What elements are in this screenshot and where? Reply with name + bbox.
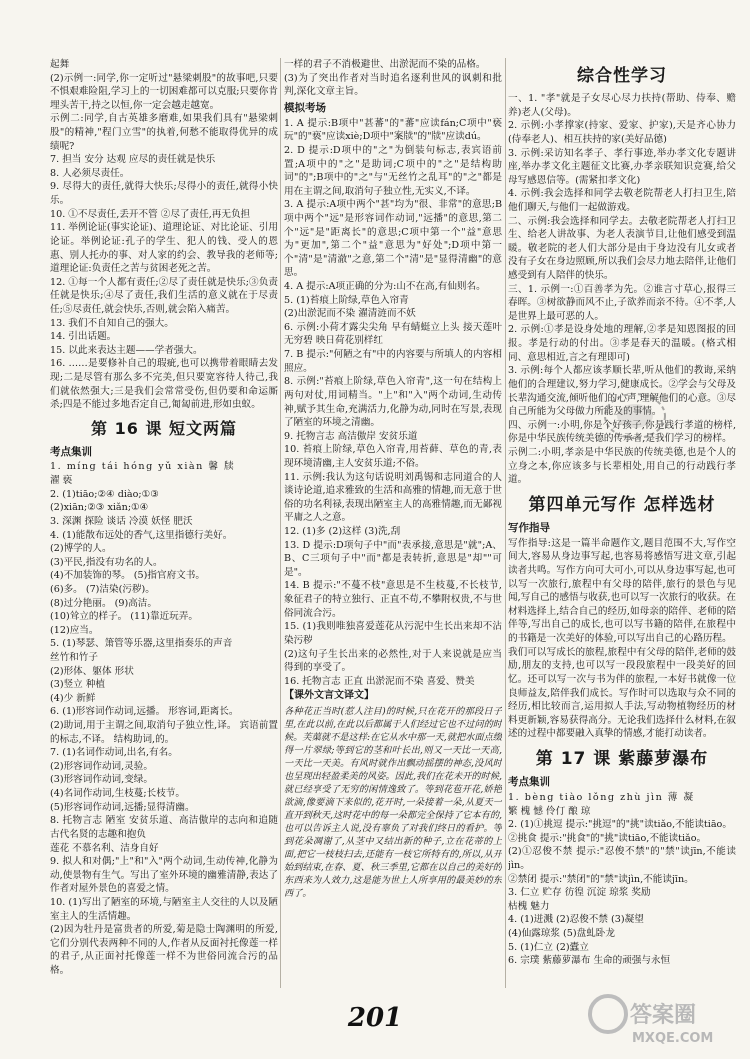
column-middle (284, 58, 502, 988)
answer-line: (2)助词,用于主谓之间,取消句子独立性,译。 宾语前置的标志,不译。 结构助词,的。 (50, 720, 278, 745)
subsection-heading: 考点集训 (508, 776, 550, 789)
answer-line: 丝竹和竹子 (50, 652, 98, 663)
answer-line: 9. 托物言志 高洁傲岸 安贫乐道 (284, 430, 418, 442)
answer-line: (10)耸立的样子。 (11)靠近玩弄。 (50, 611, 198, 623)
answer-line: (2)xiān;②③ xiǎn;①④ (50, 502, 149, 514)
section-heading: 第 16 课 短文两篇 (91, 418, 237, 438)
watermark-logo-icon (586, 990, 736, 1048)
subsection-heading: 模拟考场 (284, 101, 326, 114)
answer-line: (2)博学的人。 (50, 543, 112, 555)
answer-line: 起舞 (50, 59, 70, 70)
answer-line: 11. 示例:我认为这句话说明刘禹锡和志同道合的人谈诗论道,追求雅致的生活和高雅的情趣,而无意于世俗的功名利禄,表现出陋室主人的高雅情趣,而无鄙视平庸之人之意。 (284, 471, 502, 524)
page-number: 201 (347, 1003, 403, 1033)
answer-line: (3)为了突出作者对当时追名逐利世风的讽刺和批判,深化文章主旨。 (284, 72, 502, 98)
answer-line: (2)形容词作动词,灵验。 (50, 760, 153, 772)
subsection-heading: 写作指导 (508, 521, 550, 534)
answer-line: 12. (1)多 (2)这样 (3)洗,刮 (284, 526, 401, 538)
answer-line: 一样的君子不消极避世、出淤泥而不染的品格。 (284, 59, 486, 70)
column-left (50, 58, 278, 988)
answer-line: 3. 深渊 探险 谈话 冷漠 妖怪 肥沃 (50, 515, 193, 527)
answer-line: 13. D 提示:D项句子中"而"表承接,意思是"就";A、B、C三项句子中"而"都是表转折,意思是"却""可是"。 (284, 539, 502, 578)
answer-line: 一、1. "孝"就是子女尽心尽力扶持(帮助、侍奉、赡养)老人(父母)。 (508, 93, 736, 118)
answer-line: 7. B 提示:"何陋之有"中的内容要与所填人的内容相照应。 (284, 349, 502, 374)
answer-line: 3. 仁立 贮存 彷徨 沉淀 琼浆 奖励 (508, 887, 651, 899)
section-heading: 第四单元写作 怎样选材 (528, 494, 716, 515)
answer-line: (2)因为牡丹是富贵者的所爱,菊是隐士陶渊明的所爱,它们分别代表两种不同的人,作者从反面衬托像莲一样的君子,从正面衬托像莲一样不为世俗同流合污的品格。 (50, 924, 278, 977)
answer-line: 8. 人必须尽责任。 (50, 167, 130, 179)
answer-line: 4. (1)能散布远处的香气,这里指德行美好。 (50, 529, 233, 541)
answer-line: 3. 示例:采访知名孝子、孝行事迹,举办孝文化专题讲座,举办孝文化主题征文比赛,办孝亲联知识竞赛,给父母写感恩信等。(需紧扣孝文化) (508, 147, 736, 186)
answer-line: (2)出淤泥而不染 濯清涟而不妖 (284, 308, 416, 320)
answer-line: 濯 亵 (50, 475, 73, 487)
answer-line: ②挑食 提示:"挑食"的"挑"读tiāo,不能读tiǎo。 (508, 832, 707, 844)
answer-line: 繁 槐 憾 伶仃 酿 琼 (508, 805, 591, 817)
answer-line: 9. 尽得大的责任,就得大快乐;尽得小的责任,就得小快乐。 (50, 181, 278, 207)
answer-line: 11. 举例论证(事实论证)、道理论证、对比论证、引用论证。举例论证:孔子的学生、犯人的钱、受人的恩惠、别人托办的事、对人家的约会、教导我的老师等;道理论证:负责任之苦与贫困老死之苦。 (50, 222, 278, 275)
answer-line: 示例二:同学,自古英雄多磨难,如果我们具有"悬梁刺股"的精神,"程门立雪"的执着,何愁不能取得优异的成绩呢? (50, 113, 278, 152)
answer-line: (2)示例一:同学,你一定听过"悬梁刺股"的故事吧,只要不惧艰难险阻,学习上的一切困难都可以克服;只要你肯埋头苦干,持之以恒,你一定会越走越宽。 (50, 72, 278, 111)
answer-line: 10. (1)写出了陋室的环境,与陋室主人交往的人以及陋室主人的生活情趣。 (50, 896, 278, 922)
answer-line: 16. ……是要修补自己的瑕疵,也可以携带着眼睛去发现;二是尽管有那么多不完美,但只要宽容待人待己,我们就依然强大;三是我们会常常受伤,但仍要和命运厮杀;四是不能过多地否定自己,匍匐前进,形如虫蚁。 (50, 358, 278, 411)
answer-line: 9. 拟人和对偶;"上"和"入"两个动词,生动传神,化静为动,使景物有生气。写出了室外环境的幽雅清静,表达了作者对屋外景色的喜爱之情。 (50, 856, 278, 895)
answer-line: (2)形体、躯体 形状 (50, 665, 134, 677)
answer-line: (2)这句子生长出来的必然性,对于人来说就是应当得到的享受了。 (284, 648, 502, 674)
answer-line: 4. (1)迸溅 (2)忍俊不禁 (3)凝望 (508, 914, 644, 926)
answer-line: 7. (1)名词作动词,出名,有名。 (50, 747, 178, 759)
answer-line: (5)形容词作动词,远播;显得清幽。 (50, 801, 195, 813)
answer-line: 枯槐 魅力 (508, 900, 550, 912)
answer-line: 5. (1)仁立 (2)蠹立 (508, 941, 589, 953)
answer-line: 2. (1)tiāo;②④ diào;①③ (50, 488, 159, 500)
answer-line: 1. A 提示:B项中"甚蕃"的"蕃"应读fán;C项中"亵玩"的"亵"应读xiè;D项中"案牍"的"牍"应读dú。 (284, 117, 502, 143)
answer-line: 四、示例一:小明,你是个好孩子,你是践行孝道的榜样,你是中华民族传统美德的传承者,是我们学习的榜样。 (508, 419, 736, 445)
answer-line: 12. ①每一个人都有责任;②尽了责任就是快乐;③负责任就是快乐;④尽了责任,我们生活的意义就在于尽责任;⑤尽责任,就会快乐,否则,就会陷入痛苦。 (50, 276, 278, 315)
answer-line: ②禁闭 提示:"禁闭"的"禁"读jìn,不能读jīn。 (508, 873, 694, 885)
column-right (508, 58, 736, 988)
answer-line: (4)仙露琼浆 (5)盘虬卧龙 (508, 928, 615, 940)
answer-line: 三、1. 示例一:①百善孝为先。②谁言寸草心,报得三春晖。③树欲静而风不止,子欲养而亲不待。④不孝,人是世界上最可恶的人。 (508, 283, 736, 322)
answer-line: (8)过分艳丽。 (9)高洁。 (50, 597, 157, 609)
answer-line: (3)竖立 种植 (50, 679, 106, 691)
answer-line: 7. 担当 安分 达观 应尽的责任就是快乐 (50, 154, 216, 166)
answer-line: 3. A 提示:A项中两个"甚"均为"很、非常"的意思;B项中两个"远"是形容词作动词,"远播"的意思,第二个"远"是"距离长"的意思;C项中第一个"益"意思为"更加",第二个"益"意思为"好处";D项中第一个"清"是"清澈"之意,第二个"清"是"显得清幽"的意思。 (284, 199, 502, 279)
answer-line: 6. 示例:小荷才露尖尖角 早有蜻蜓立上头 接天莲叶无穷碧 映日荷花别样红 (284, 321, 502, 347)
answer-line: 1. míng tái hóng yǔ xiàn 馨 牍 (50, 461, 236, 473)
answer-line: 2. D 提示:D项中的"之"为倒装句标志,表宾语前置;A项中的"之"是助词;C项中的"之"是结构助词"的";B项中的"之"与"无丝竹之乱耳"的"之"都是用在主谓之间,取消句子独立性,无实义,不译。 (284, 144, 502, 197)
answer-line: (6)多。 (7)洁染(污秽)。 (50, 583, 155, 595)
answer-line: 14. 引出话题。 (50, 331, 117, 343)
answer-line: (4)名词作动词,生枝蔓;长枝节。 (50, 788, 185, 800)
section-heading: 综合性学习 (577, 66, 667, 86)
answer-line: 3. 示例:每个人都应该孝顺长辈,听从他们的教诲,采纳他们的合理建议,努力学习,健康成长。②学会与父母及长辈沟通交流,倾听他们的心声,理解他们的心意。③尽自己所能为父母做力所能及的事情。 (508, 365, 736, 418)
answer-line: 14. B 提示:"不蔓不枝"意思是不生枝蔓,不长枝节,象征君子的特立独行、正直不苟,不攀附权贵,不与世俗同流合污。 (284, 580, 502, 619)
answer-line: 写作指导:这是一篇半命题作文,题目范围不大,写作空间大,容易从身边事写起,也容易将感悟写进文章,引起读者共鸣。写作方向可大可小,可以从身边事写起,也可以写一次旅行,旅程中有父母的陪伴,旅行的景色与见闻,写自己的感悟与收获,也可以写一次旅行的收获。在材料选择上,结合自己的经历,如母亲的陪伴、老师的陪伴等,写出自己的成长,也可以写书籍的陪伴,在旅程中的书籍是一次美好的体验,可以写出自己的心路历程。 (508, 537, 736, 645)
answer-line: (3)平民,指没有功名的人。 (50, 556, 163, 568)
answer-line: 莲花 不慕名利、洁身自好 (50, 842, 159, 854)
svg-text:MXQE.COM: MXQE.COM (632, 1031, 714, 1046)
answer-line: 2. 示例:小孝撑家(持家、爱家、护家),天是齐心协力(侍奉老人)、相互扶持的家(美好品德) (508, 120, 736, 145)
answer-line: (4)少 新鲜 (50, 692, 96, 704)
answer-line: (4)不加装饰的琴。 (5)指官府文书。 (50, 570, 205, 582)
answer-line: 8. 托物言志 陋室 安贫乐道、高洁傲岸的志向和追随古代名贤的志趣和抱负 (50, 815, 278, 840)
answer-line: 4. A 提示:A项正确的分为:山不在高,有仙则名。 (284, 281, 486, 293)
answer-line: (2)①忍俊不禁 提示:"忍俊不禁"的"禁"读jīn,不能读jìn。 (508, 846, 736, 872)
answer-line: 2. (1)①挑逗 提示:"挑逗"的"挑"读tiǎo,不能读tiāo。 (508, 819, 732, 831)
answer-line: 1. bèng tiào lǒng zhù jìn 薄 凝 (508, 792, 695, 803)
answer-line: 示例二:小明,孝亲是中华民族的传统美德,也是个人的立身之本,你应该多与长辈相处,用自己的行动践行孝道。 (508, 446, 736, 486)
answer-line: 6. (1)形容词作动词,远播。 形容词,距离长。 (50, 706, 239, 718)
answer-line: 【课外文言文译文】 (284, 690, 374, 702)
answer-line: 15. (1)我则唯独喜爱莲花从污泥中生长出来却不沾染污秽 (284, 621, 502, 646)
answer-line: 5. (1)苔痕上阶绿,草色入帘青 (284, 294, 409, 306)
svg-text:答案圈: 答案圈 (630, 1003, 697, 1028)
answer-line: 我们可以写成长的旅程,旅程中有父母的陪伴,老师的鼓励,朋友的支持,也可以写一段段旅程中一段美好的回忆。还可以写一次与书为伴的旅程,一本好书就像一位良师益友,陪伴我们成长。写作时可以选取与众不同的经历,相比较而言,运用拟人手法,写动物植物经历的材料更新颖,容易获得高分。无论我们选择什么材料,在叙述的过程中都要融入真挚的情感,才能打动读者。 (508, 646, 736, 740)
answer-line: 16. 托物言志 正直 出淤泥而不染 喜爱、赞美 (284, 675, 475, 687)
answer-line: (12)应当。 (50, 624, 99, 636)
answer-line: (3)形容词作动词,变绿。 (50, 774, 153, 786)
answer-line: 6. 宗璞 紫藤萝瀑布 生命的顽强与永恒 (508, 955, 671, 967)
column-divider-2 (505, 58, 506, 988)
answer-line: 10. 苔痕上阶绿,草色入帘青,用苔藓、草色的青,表现环境清幽,主人安贫乐道;不俗。 (284, 444, 502, 469)
answer-line: 4. 示例:我会选择和同学去敬老院帮老人打扫卫生,陪他们聊天,与他们一起做游戏。 (508, 188, 736, 213)
answer-line: 5. (1)琴瑟、箫管等乐器,这里指奏乐的声音 (50, 638, 233, 650)
answer-line: 15. 以此来表达主题——学者强大。 (50, 344, 203, 356)
answer-line: 10. ①不尽责任,丢开不管 ②尽了责任,再无负担 (50, 208, 251, 220)
ink-stamp-icon (600, 388, 670, 444)
answer-line: 8. 示例:"苔痕上阶绿,草色入帘青",这一句在结构上两句对仗,用词精当。"上"和"入"两个动词,生动传神,赋予其生命,充满活力,化静为动,同时在写景,表现了陋室的环境之清幽。 (284, 376, 502, 429)
section-heading: 第 17 课 紫藤萝瀑布 (535, 748, 709, 769)
answer-line: 二、示例:我会选择和同学去。去敬老院帮老人打扫卫生、给老人讲故事、为老人表演节目,让他们感受到温暖。敬老院的老人们大部分是由于身边没有儿女或者没有子女在身边照顾,所以我们会尽力地去陪伴,让他们感受到有人陪伴的快乐。 (508, 215, 736, 282)
answer-line: 各种花正当时(惹人注目)的时候,只在花开的那段日子里,在此以前,在此以后都属于人们经过它也不过问的时候。芙蕖就不是这样:在它从水中那一天,就把水面点缀得一片翠绿;等到它的茎和叶长出,则又一天比一天高,一天比一天美。有风时就作出飘动摇摆的神态,没风时也呈现出轻盈柔美的风姿。因此,我们在花未开的时候,就已经享受了无穷的闲情逸致了。等到花苞开花,娇艳欲滴,像要滴下来似的,花开时,一朵接着一朵,从夏天一直开到秋天,这时花中的每一朵都完全保持了它本有的,也可以告诉主人说,没有辜负了对我们终日的看护。等到花朵凋谢了,从茎中又结出新的种子,立在花蒂的上面,把它一枝枝扫去,还能有一枝它所特有的,所以,从开始到结束,在春、夏、秋三季里,它都在以自己的美好的东西来为人效力,这是能为世上人所享用的最美妙的东西了。 (284, 705, 502, 900)
column-divider-1 (280, 58, 281, 988)
answer-line: 13. 我们不自知自己的强大。 (50, 317, 174, 329)
subsection-heading: 考点集训 (50, 445, 92, 458)
answer-line: 2. 示例:①孝是设身处地的理解,②孝是知恩图报的回报。孝是行动的付出。③孝是春天的温暖。(格式相同、意思相近,言之有理即可) (508, 324, 736, 363)
